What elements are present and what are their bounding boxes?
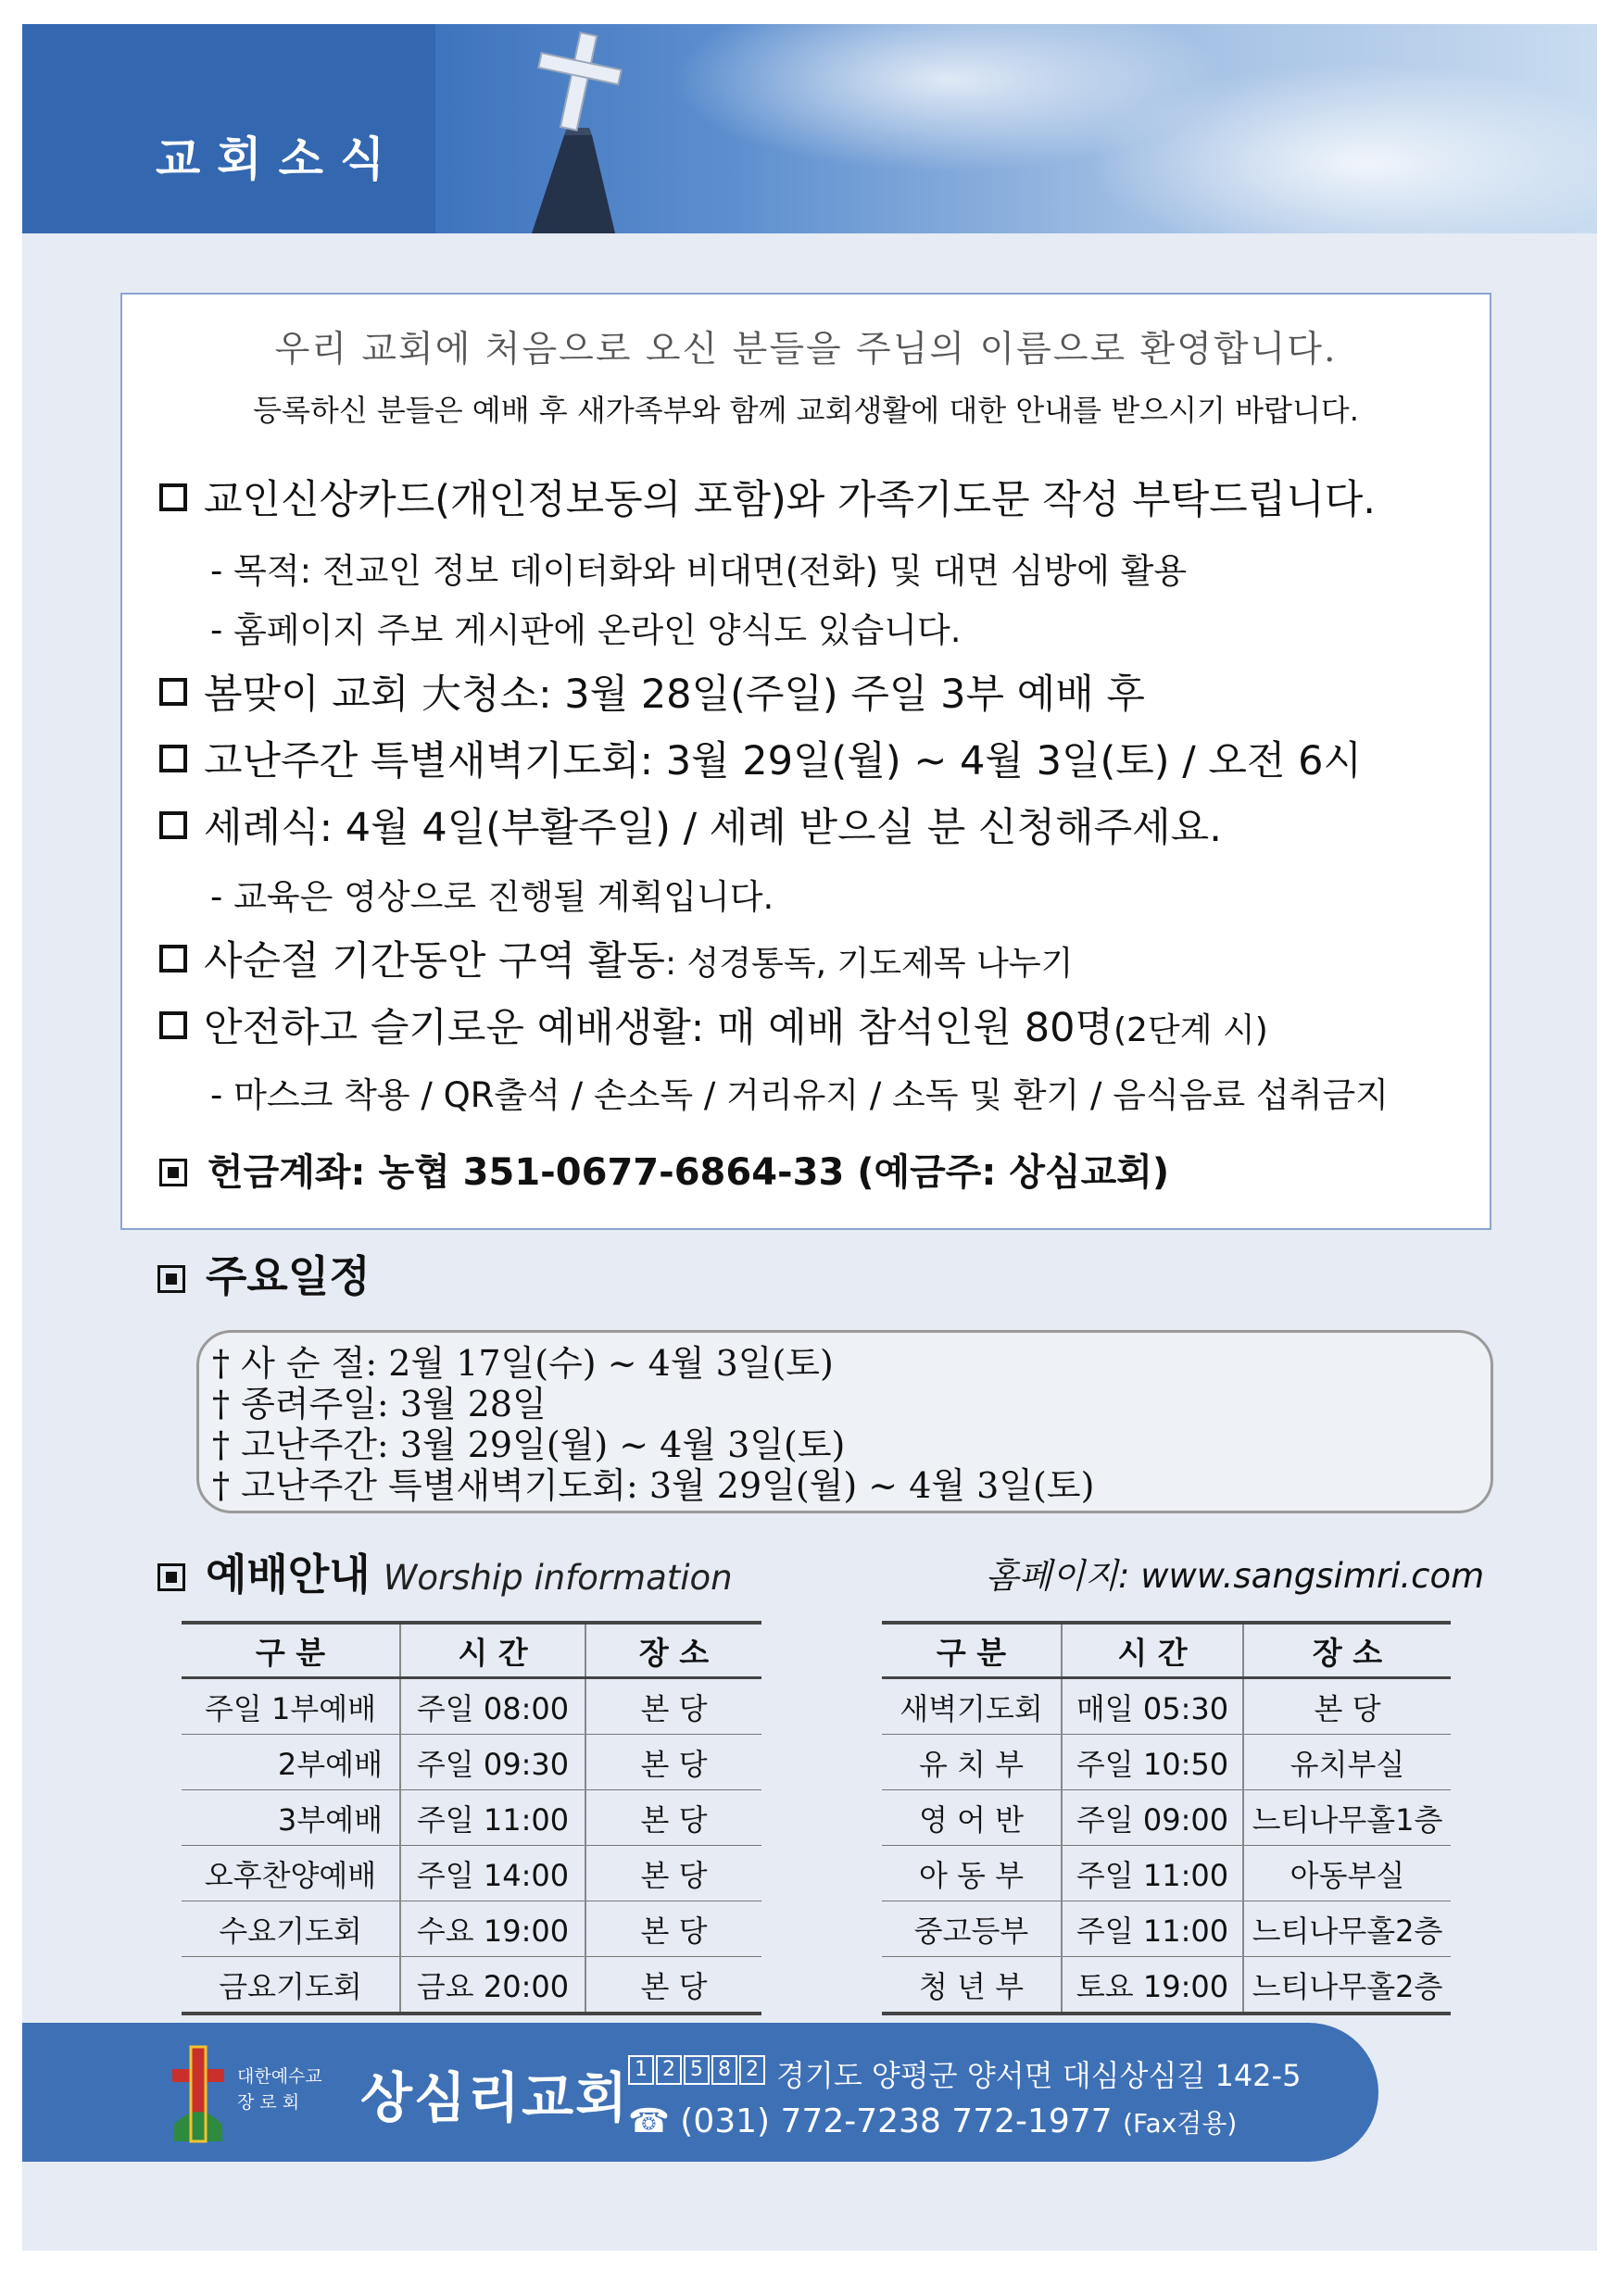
notice-text: 안전하고 슬기로운 예배생활: 매 예배 참석인원 80명: [204, 1005, 1113, 1051]
checkbox-square-icon: [159, 483, 187, 511]
section-title-text: 주요일정: [206, 1251, 371, 1301]
worship-table-left: [182, 1621, 761, 2015]
checkbox-square-icon: [159, 1011, 187, 1039]
notice-text: 교인신상카드(개인정보동의 포함)와 가족기도문 작성 부탁드립니다.: [204, 477, 1376, 523]
checkbox-square-icon: [159, 678, 187, 706]
table-cell: 주일 14:00: [400, 1846, 585, 1901]
column-header: 장 소: [1243, 1623, 1451, 1678]
column-header: 시 간: [400, 1623, 585, 1678]
homepage-url: 홈페이지: www.sangsimri.com: [986, 1556, 1485, 1596]
table-cell: 3부예배: [182, 1790, 400, 1846]
church-name: 상심리교회: [360, 2066, 630, 2129]
header-banner: [22, 24, 1597, 233]
notice-item: [159, 730, 1362, 786]
table-cell: 본 당: [585, 1957, 761, 2014]
schedule-line: † 사 순 절: 2월 17일(수) ~ 4월 3일(토): [212, 1343, 834, 1384]
schedule-section-title: [157, 1243, 371, 1304]
steeple-cross-icon: [467, 24, 671, 233]
schedule-line: † 고난주간: 3월 29일(월) ~ 4월 3일(토): [212, 1424, 846, 1465]
table-cell: 아동부실: [1243, 1846, 1451, 1901]
schedule-line: † 종려주일: 3월 28일: [212, 1384, 547, 1424]
table-row: [882, 1957, 1451, 2014]
notice-text: 세례식: 4월 4일(부활주일) / 세례 받으실 분 신청해주세요.: [204, 805, 1222, 851]
table-cell: 매일 05:30: [1062, 1678, 1243, 1735]
table-cell: 본 당: [585, 1901, 761, 1957]
table-cell: 영 어 반: [882, 1790, 1062, 1846]
table-cell: 주일 11:00: [400, 1790, 585, 1846]
notice-item: [159, 469, 1376, 525]
table-row: [182, 1901, 761, 1957]
notice-item: [159, 997, 1268, 1053]
table-row: [882, 1790, 1451, 1846]
table-cell: 주일 09:30: [400, 1735, 585, 1790]
notice-text: 고난주간 특별새벽기도회: 3월 29일(월) ~ 4월 3일(토) / 오전 6시: [204, 738, 1363, 784]
table-cell: 본 당: [585, 1735, 761, 1790]
section-title-text: 예배안내: [206, 1549, 371, 1600]
fax-note: (Fax겸용): [1123, 2108, 1238, 2139]
worship-table-right-body: [882, 1678, 1451, 2014]
page-title: 교회소식: [156, 132, 402, 186]
welcome-message: 우리 교회에 처음으로 오신 분들을 주님의 이름으로 환영합니다.: [274, 329, 1338, 370]
table-cell: 본 당: [585, 1846, 761, 1901]
table-cell: 토요 19:00: [1062, 1957, 1243, 2014]
church-phone: [628, 2102, 1237, 2140]
denomination: [237, 2064, 322, 2115]
notice-box: [120, 293, 1491, 1230]
zip-digit: 2: [656, 2055, 682, 2085]
table-row: [182, 1735, 761, 1790]
table-row: [882, 1678, 1451, 1735]
table-cell: 주일 08:00: [400, 1678, 585, 1735]
section-title-english: Worship information: [383, 1558, 733, 1598]
table-cell: 느티나무홀2층: [1243, 1901, 1451, 1957]
filled-square-icon: [157, 1265, 185, 1293]
table-row: [182, 1678, 761, 1735]
table-row: [182, 1957, 761, 2014]
zip-digit: 8: [711, 2055, 737, 2085]
schedule-line: † 고난주간 특별새벽기도회: 3월 29일(월) ~ 4월 3일(토): [212, 1465, 1095, 1506]
schedule-box: [196, 1330, 1493, 1513]
table-cell: 중고등부: [882, 1901, 1062, 1957]
table-cell: 수요 19:00: [400, 1901, 585, 1957]
checkbox-square-icon: [159, 811, 187, 839]
notice-item: [159, 797, 1222, 853]
notice-subitem: - 목적: 전교인 정보 데이터화와 비대면(전화) 및 대면 심방에 활용: [210, 551, 1188, 591]
table-cell: 주일 11:00: [1062, 1846, 1243, 1901]
zip-code: [628, 2054, 767, 2085]
notice-subitem: - 교육은 영상으로 진행될 계획입니다.: [210, 877, 774, 917]
table-cell: 주일 10:50: [1062, 1735, 1243, 1790]
table-cell: 수요기도회: [182, 1901, 400, 1957]
table-cell: 주일 09:00: [1062, 1790, 1243, 1846]
registration-note: 등록하신 분들은 예배 후 새가족부와 함께 교회생활에 대한 안내를 받으시기 바랍니다.: [253, 393, 1359, 428]
table-row: [182, 1790, 761, 1846]
notice-text: 봄맞이 교회 大청소: 3월 28일(주일) 주일 3부 예배 후: [204, 671, 1145, 718]
checkbox-square-icon: [159, 945, 187, 972]
notice-text-small: (2단계 시): [1113, 1011, 1268, 1049]
filled-square-icon: [157, 1563, 185, 1591]
notice-item: [159, 663, 1145, 720]
church-address: 경기도 양평군 양서면 대심상심길 142-5: [776, 2058, 1302, 2093]
table-cell: 금요기도회: [182, 1957, 400, 2014]
table-cell: 금요 20:00: [400, 1957, 585, 2014]
zip-digit: 2: [739, 2055, 765, 2085]
phone-number: ☎ (031) 772-7238 772-1977: [628, 2102, 1113, 2140]
column-header: 구 분: [182, 1623, 400, 1678]
table-cell: 유치부실: [1243, 1735, 1451, 1790]
footer-bar: [22, 2023, 1378, 2162]
zip-digit: 5: [684, 2055, 710, 2085]
table-cell: 본 당: [1243, 1678, 1451, 1735]
filled-square-icon: [159, 1159, 187, 1186]
bulletin-page: [22, 24, 1597, 2251]
notice-subitem: - 홈페이지 주보 게시판에 온라인 양식도 있습니다.: [210, 610, 962, 650]
table-row: [882, 1846, 1451, 1901]
worship-section-title: [157, 1541, 733, 1602]
zip-digit: 1: [628, 2055, 654, 2085]
notice-item: [159, 930, 1073, 986]
table-cell: 아 동 부: [882, 1846, 1062, 1901]
account-text: 헌금계좌: 농협 351-0677-6864-33 (예금주: 상심교회): [208, 1151, 1170, 1194]
notice-text-small: : 성경통독, 기도제목 나누기: [664, 945, 1074, 983]
denomination-line: 장 로 회: [237, 2092, 300, 2113]
table-row: [882, 1735, 1451, 1790]
notice-text: 사순절 기간동안 구역 활동: [204, 938, 665, 985]
table-cell: 오후찬양예배: [182, 1846, 400, 1901]
table-cell: 본 당: [585, 1678, 761, 1735]
worship-table-right: [882, 1621, 1451, 2015]
church-logo-cross-icon: [167, 2043, 230, 2145]
table-cell: 느티나무홀1층: [1243, 1790, 1451, 1846]
table-row: [882, 1901, 1451, 1957]
offering-account: [159, 1143, 1169, 1196]
column-header: 장 소: [585, 1623, 761, 1678]
table-cell: 청 년 부: [882, 1957, 1062, 2014]
worship-table-left-body: [182, 1678, 761, 2014]
table-cell: 새벽기도회: [882, 1678, 1062, 1735]
table-cell: 주일 1부예배: [182, 1678, 400, 1735]
checkbox-square-icon: [159, 745, 187, 772]
table-cell: 본 당: [585, 1790, 761, 1846]
table-row: [182, 1846, 761, 1901]
column-header: 시 간: [1062, 1623, 1243, 1678]
notice-subitem: - 마스크 착용 / QR출석 / 손소독 / 거리유지 / 소독 및 환기 / 음식음료 섭취금지: [210, 1075, 1389, 1115]
table-cell: 유 치 부: [882, 1735, 1062, 1790]
table-cell: 느티나무홀2층: [1243, 1957, 1451, 2014]
table-cell: 2부예배: [182, 1735, 400, 1790]
denomination-line: 대한예수교: [237, 2066, 322, 2087]
column-header: 구 분: [882, 1623, 1062, 1678]
table-cell: 주일 11:00: [1062, 1901, 1243, 1957]
